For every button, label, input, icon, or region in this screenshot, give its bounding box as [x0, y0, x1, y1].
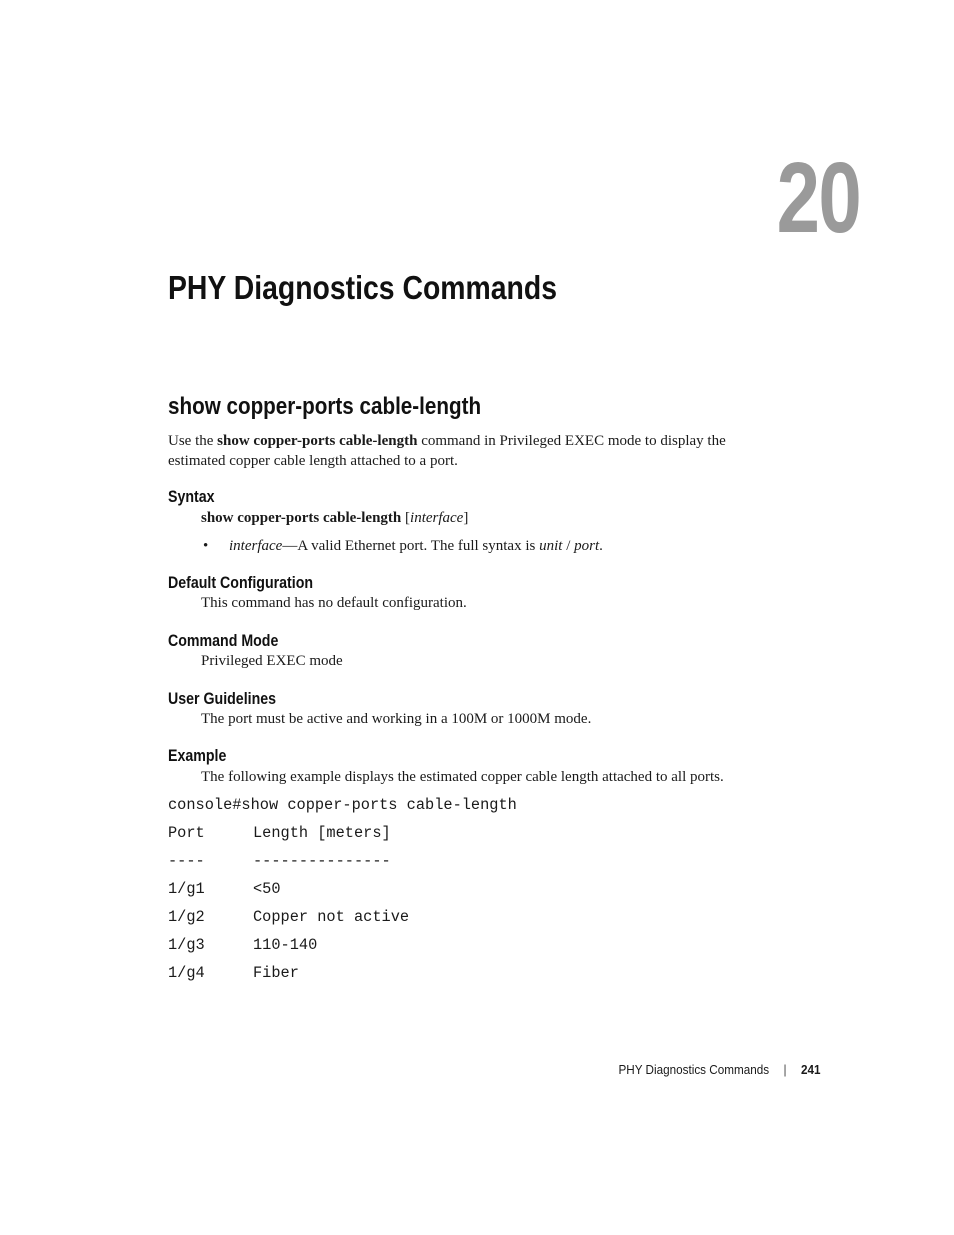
default-config-text: This command has no default configuration.	[201, 595, 467, 611]
example-command-line: console#show copper-ports cable-length	[168, 796, 517, 814]
table-header-port: Port	[168, 824, 205, 842]
bullet-port: port	[574, 538, 600, 554]
intro-suffix: command in Privileged EXEC mode to display the	[417, 433, 726, 449]
syntax-command: show copper-ports cable-length	[201, 510, 402, 526]
page-footer	[618, 1062, 820, 1077]
bullet-end: .	[599, 538, 603, 554]
syntax-bullet	[203, 536, 603, 556]
command-mode-text: Privileged EXEC mode	[201, 653, 343, 669]
example-text: The following example displays the estimated copper cable length attached to all ports.	[201, 769, 724, 785]
bullet-slash: /	[562, 538, 575, 554]
table-row-port: 1/g1	[168, 880, 205, 898]
bullet-mark: •	[203, 538, 209, 554]
syntax-bracket-open: [	[401, 510, 411, 526]
table-header-length: Length [meters]	[253, 824, 391, 842]
bullet-text: —A valid Ethernet port. The full syntax is	[282, 538, 540, 554]
bullet-param: interface	[229, 538, 283, 554]
table-row-length: Copper not active	[253, 908, 410, 926]
chapter-title: PHY Diagnostics Commands	[168, 269, 558, 306]
table-separator-port: ----	[168, 852, 205, 870]
syntax-bracket-close: ]	[463, 510, 469, 526]
intro-command: show copper-ports cable-length	[217, 433, 418, 449]
footer-chapter-title: PHY Diagnostics Commands	[617, 1062, 769, 1077]
intro-line2: estimated copper cable length attached to a port.	[168, 453, 458, 469]
syntax-heading: Syntax	[168, 488, 215, 506]
user-guidelines-heading: User Guidelines	[168, 690, 277, 708]
table-row-port: 1/g4	[168, 964, 205, 982]
chapter-number: 20	[776, 142, 860, 254]
syntax-line	[201, 508, 468, 528]
table-separator-length: ---------------	[253, 852, 391, 870]
table-row-length: Fiber	[253, 964, 299, 982]
footer-page-number: 241	[800, 1062, 820, 1077]
intro-prefix: Use the	[168, 433, 218, 449]
user-guidelines-text: The port must be active and working in a 100M or 1000M mode.	[201, 711, 592, 727]
default-config-heading: Default Configuration	[168, 574, 314, 592]
example-heading: Example	[168, 747, 227, 765]
command-mode-heading: Command Mode	[168, 632, 279, 650]
table-row-port: 1/g2	[168, 908, 205, 926]
syntax-param: interface	[410, 510, 464, 526]
footer-separator: |	[783, 1062, 787, 1077]
table-row-length: 110-140	[253, 936, 318, 954]
section-intro	[168, 431, 808, 471]
bullet-unit: unit	[539, 538, 563, 554]
table-row-length: <50	[253, 880, 281, 898]
section-title: show copper-ports cable-length	[168, 393, 482, 420]
table-row-port: 1/g3	[168, 936, 205, 954]
